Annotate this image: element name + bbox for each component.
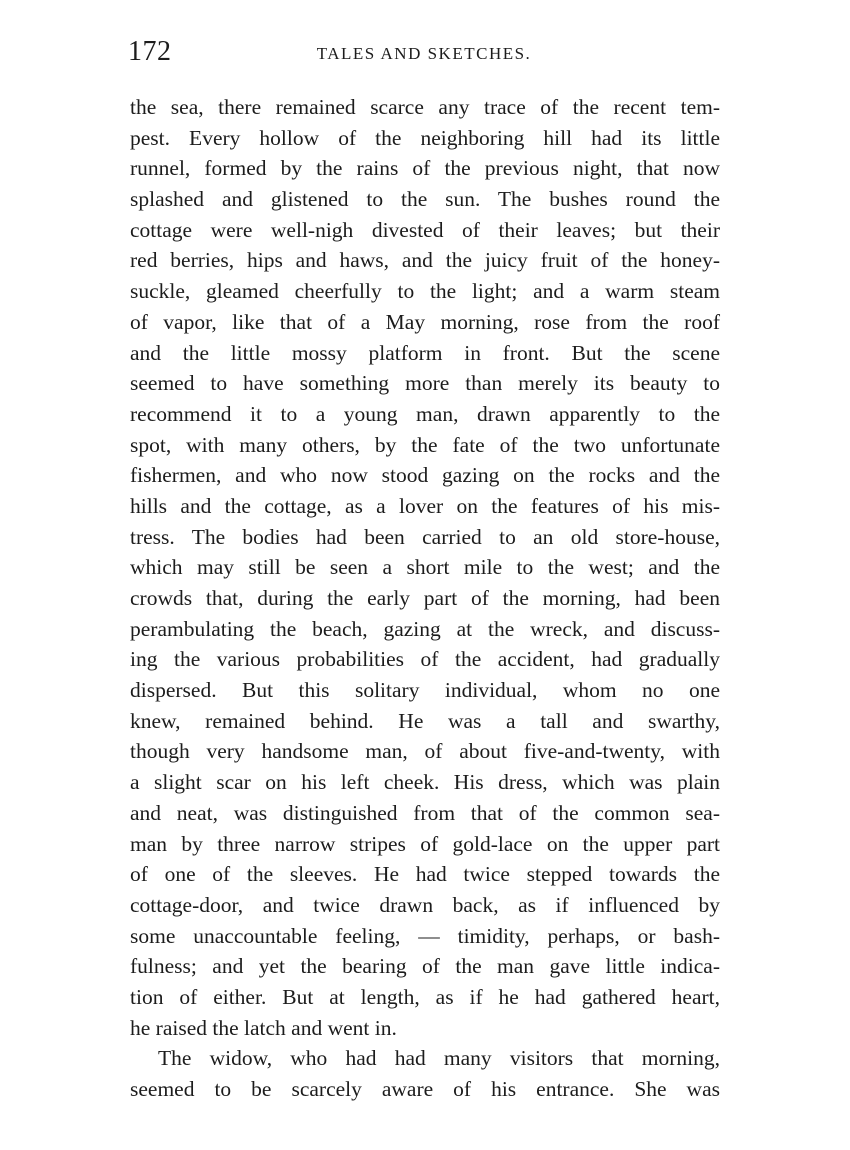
paragraph (130, 1043, 720, 1104)
text-line: ing the various probabilities of the accident, had gradually (130, 647, 720, 672)
text-line: the sea, there remained scarce any trace of the recent tem- (130, 95, 720, 119)
text-line: cottage-door, and twice drawn back, as if influenced by (130, 892, 720, 917)
body-text (130, 92, 720, 1105)
text-line: which may still be seen a short mile to the west; and the (130, 555, 720, 580)
text-line: and neat, was distinguished from that of the common sea- (130, 800, 720, 825)
text-line: cottage were well-nigh divested of their leaves; but their (130, 217, 720, 242)
page-number: 172 (128, 36, 172, 67)
text-line: though very handsome man, of about five-and-twenty, with (130, 739, 720, 764)
text-line: spot, with many others, by the fate of the two unfortunate (130, 432, 720, 457)
text-line: knew, remained behind. He was a tall and swarthy, (130, 708, 720, 733)
running-head: TALES AND SKETCHES. (316, 44, 532, 63)
text-line: fishermen, and who now stood gazing on the rocks and the (130, 463, 720, 488)
page-header (128, 36, 720, 76)
text-line: recommend it to a young man, drawn apparently to the (130, 401, 720, 426)
text-line: The widow, who had had many visitors that morning, (158, 1046, 720, 1071)
text-line: a slight scar on his left cheek. His dress, which was plain (130, 770, 720, 795)
text-line: tion of either. But at length, as if he had gathered heart, (130, 984, 720, 1009)
text-line: hills and the cottage, as a lover on the features of his mis- (130, 493, 720, 518)
text-line: he raised the latch and went in. (130, 1015, 397, 1040)
text-line: pest. Every hollow of the neighboring hill had its little (130, 125, 720, 150)
text-line: seemed to have something more than merely its beauty to (130, 371, 720, 396)
text-line: perambulating the beach, gazing at the wreck, and discuss- (130, 616, 720, 641)
text-line: runnel, formed by the rains of the previous night, that now (130, 156, 720, 181)
text-line: crowds that, during the early part of the morning, had been (130, 586, 720, 610)
text-line: man by three narrow stripes of gold-lace on the upper part (130, 831, 720, 856)
text-line: tress. The bodies had been carried to an old store-house, (130, 524, 720, 549)
text-line: red berries, hips and haws, and the juicy fruit of the honey- (130, 248, 720, 273)
paragraph (130, 92, 720, 1043)
text-line: of vapor, like that of a May morning, rose from the roof (130, 309, 720, 334)
text-line: and the little mossy platform in front. But the scene (130, 340, 720, 365)
text-line: some unaccountable feeling, — timidity, perhaps, or bash- (130, 923, 720, 948)
text-line: splashed and glistened to the sun. The bushes round the (130, 187, 720, 212)
text-line: of one of the sleeves. He had twice stepped towards the (130, 862, 720, 887)
text-line: seemed to be scarcely aware of his entrance. She was (130, 1077, 720, 1101)
text-line: suckle, gleamed cheerfully to the light; and a warm steam (130, 279, 720, 304)
text-line: dispersed. But this solitary individual, whom no one (130, 678, 720, 703)
text-line: fulness; and yet the bearing of the man gave little indica- (130, 954, 720, 979)
